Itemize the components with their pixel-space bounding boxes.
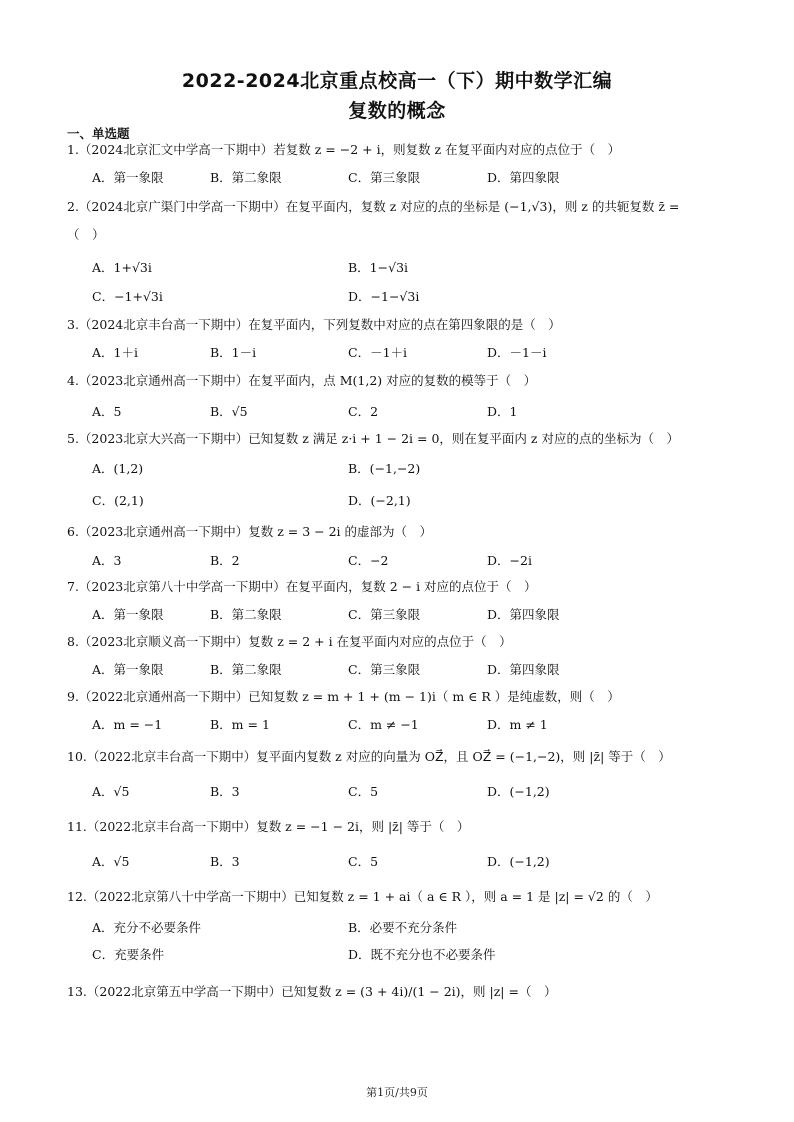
option-b: B．3 bbox=[210, 854, 240, 869]
option-a: A．第一象限 bbox=[92, 170, 164, 185]
question-stem: 5.（2023北京大兴高一下期中）已知复数 z 满足 z·i + 1 − 2i = 0，则在复平面内 z 对应的点的坐标为（ ） bbox=[67, 431, 679, 446]
option-c: C．第三象限 bbox=[348, 607, 421, 622]
option-b: B．必要不充分条件 bbox=[348, 920, 458, 935]
question-stem: 10.（2022北京丰台高一下期中）复平面内复数 z 对应的向量为 OZ⃗，且 OZ⃗ = (−1,−2)，则 |z̄| 等于（ ） bbox=[67, 749, 671, 764]
option-c: C．−1+√3i bbox=[92, 289, 163, 304]
option-d: D．(−1,2) bbox=[487, 784, 550, 799]
option-b: B．1−√3i bbox=[348, 260, 409, 275]
option-b: B．1－i bbox=[210, 345, 257, 360]
option-d: D．m ≠ 1 bbox=[487, 717, 548, 732]
option-b: B．√5 bbox=[210, 404, 248, 419]
option-b: B．3 bbox=[210, 784, 240, 799]
option-a: A．m = −1 bbox=[92, 717, 163, 732]
option-d: D．第四象限 bbox=[487, 607, 560, 622]
option-c: C．－1＋i bbox=[348, 345, 408, 360]
option-a: A．√5 bbox=[92, 854, 130, 869]
option-c: C．5 bbox=[348, 784, 379, 799]
question-stem: 11.（2022北京丰台高一下期中）复数 z = −1 − 2i，则 |z̄| 等于（ ） bbox=[67, 819, 470, 834]
option-b: B．第二象限 bbox=[210, 662, 282, 677]
option-d: D．−2i bbox=[487, 553, 532, 568]
option-c: C．5 bbox=[348, 854, 379, 869]
question-stem: 12.（2022北京第八十中学高一下期中）已知复数 z = 1 + ai（ a ∈ R ），则 a = 1 是 |z| = √2 的（ ） bbox=[67, 889, 658, 904]
option-c: C．m ≠ −1 bbox=[348, 717, 419, 732]
option-b: B．m = 1 bbox=[210, 717, 270, 732]
option-d: D．既不充分也不必要条件 bbox=[348, 947, 496, 962]
option-a: A．1＋i bbox=[92, 345, 138, 360]
question-stem: 6.（2023北京通州高一下期中）复数 z = 3 − 2i 的虚部为（ ） bbox=[67, 524, 433, 539]
option-d: D．第四象限 bbox=[487, 662, 560, 677]
option-a: A．3 bbox=[92, 553, 122, 568]
option-c: C．(2,1) bbox=[92, 493, 144, 508]
question-stem-continued: （ ） bbox=[67, 227, 105, 242]
option-b: B．第二象限 bbox=[210, 170, 282, 185]
option-a: A．5 bbox=[92, 404, 122, 419]
option-d: D．−1−√3i bbox=[348, 289, 420, 304]
document-subtitle: 复数的概念 bbox=[348, 100, 446, 122]
question-stem: 1.（2024北京汇文中学高一下期中）若复数 z = −2 + i，则复数 z 在复平面内对应的点位于（ ） bbox=[67, 142, 621, 157]
question-stem: 4.（2023北京通州高一下期中）在复平面内，点 M(1,2) 对应的复数的模等于（ ） bbox=[67, 373, 537, 388]
question-stem: 7.（2023北京第八十中学高一下期中）在复平面内，复数 2 − i 对应的点位于（ ） bbox=[67, 579, 537, 594]
option-b: B．2 bbox=[210, 553, 240, 568]
option-a: A．√5 bbox=[92, 784, 130, 799]
option-c: C．2 bbox=[348, 404, 379, 419]
question-stem: 3.（2024北京丰台高一下期中）在复平面内，下列复数中对应的点在第四象限的是（ ） bbox=[67, 317, 561, 332]
option-a: A．(1,2) bbox=[92, 461, 144, 476]
option-d: D．第四象限 bbox=[487, 170, 560, 185]
question-stem: 13.（2022北京第五中学高一下期中）已知复数 z = (3 + 4i)/(1 − 2i)，则 |z| =（ ） bbox=[67, 984, 557, 999]
option-a: A．第一象限 bbox=[92, 662, 164, 677]
option-c: C．充要条件 bbox=[92, 947, 165, 962]
option-d: D．(−2,1) bbox=[348, 493, 411, 508]
option-c: C．第三象限 bbox=[348, 170, 421, 185]
option-d: D．－1－i bbox=[487, 345, 547, 360]
page-footer: 第1页/共9页 bbox=[366, 1086, 428, 1099]
document-title: 2022-2024北京重点校高一（下）期中数学汇编 bbox=[181, 70, 613, 92]
option-a: A．第一象限 bbox=[92, 607, 164, 622]
option-a: A．充分不必要条件 bbox=[92, 920, 202, 935]
option-b: B．(−1,−2) bbox=[348, 461, 421, 476]
option-a: A．1+√3i bbox=[92, 260, 152, 275]
question-stem: 2.（2024北京广渠门中学高一下期中）在复平面内，复数 z 对应的点的坐标是 (−1,√3)，则 z 的共轭复数 z̄ = bbox=[67, 199, 680, 214]
option-b: B．第二象限 bbox=[210, 607, 282, 622]
section-heading: 一、单选题 bbox=[67, 126, 130, 141]
option-d: D．1 bbox=[487, 404, 518, 419]
question-stem: 8.（2023北京顺义高一下期中）复数 z = 2 + i 在复平面内对应的点位于（ ） bbox=[67, 634, 512, 649]
option-d: D．(−1,2) bbox=[487, 854, 550, 869]
question-stem: 9.（2022北京通州高一下期中）已知复数 z = m + 1 + (m − 1)i（ m ∈ R ）是纯虚数，则（ ） bbox=[67, 689, 620, 704]
option-c: C．−2 bbox=[348, 553, 389, 568]
option-c: C．第三象限 bbox=[348, 662, 421, 677]
